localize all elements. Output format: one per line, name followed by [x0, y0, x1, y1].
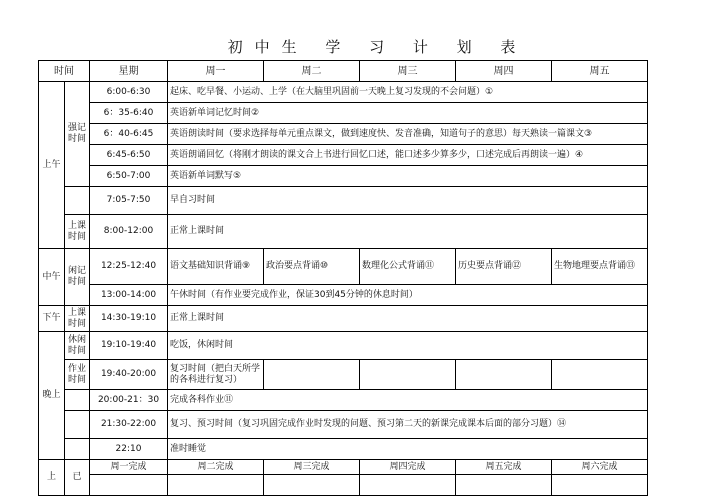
header-thu: 周四: [456, 61, 552, 82]
table-row: [39, 82, 648, 103]
table-row: [39, 285, 648, 306]
done-row: [39, 460, 648, 475]
section-evening: 晚上: [39, 332, 65, 460]
activity-cell: 英语朗诵回忆（将刚才朗读的课文合上书进行回忆口述，能口述多少算多少，口述完成后再朗读一遍）④: [168, 145, 648, 166]
activity-cell: 午休时间（有作业要完成作业，保证30到45分钟的休息时间）: [168, 285, 648, 306]
table-row: [39, 332, 648, 360]
header-weekday: 星期: [90, 61, 168, 82]
header-wed: 周三: [360, 61, 456, 82]
table-row: [39, 390, 648, 411]
table-row: [39, 103, 648, 124]
time-cell: 19:10-19:40: [90, 332, 168, 360]
section-bottom-done: 已: [65, 460, 90, 496]
done-cell: 周一完成: [90, 460, 168, 475]
time-cell: 6:45-6:50: [90, 145, 168, 166]
section-noon: 中午: [39, 249, 65, 306]
activity-cell: 起床、吃早餐、小运动、上学（在大脑里巩固前一天晚上复习发现的不会问题）①: [168, 82, 648, 103]
activity-cell: 英语新单词默写⑤: [168, 166, 648, 187]
time-cell: 6：35-6:40: [90, 103, 168, 124]
done-cell: 周四完成: [360, 460, 456, 475]
section-afternoon: 下午: [39, 306, 65, 332]
table-row: [39, 411, 648, 439]
activity-cell: 语文基础知识背诵⑨: [168, 249, 264, 285]
table-row: [39, 145, 648, 166]
activity-cell: 历史要点背诵⑫: [456, 249, 552, 285]
activity-cell: 生物地理要点背诵⑬: [552, 249, 648, 285]
time-cell: 6:00-6:30: [90, 82, 168, 103]
section-noon-memory: 闲记时间: [65, 249, 90, 306]
activity-cell: 复习时间（把白天所学的各科进行复习）: [168, 360, 264, 390]
done-cell: 周六完成: [552, 460, 648, 475]
section-bottom: 上: [39, 460, 65, 496]
table-row: [39, 360, 648, 390]
done-cell: 周三完成: [264, 460, 360, 475]
header-fri: 周五: [552, 61, 648, 82]
header-time: 时间: [39, 61, 90, 82]
activity-cell: 数理化公式背诵⑪: [360, 249, 456, 285]
activity-cell: 早自习时间: [168, 187, 648, 215]
time-cell: 20:00-21：30: [90, 390, 168, 411]
time-cell: 12:25-12:40: [90, 249, 168, 285]
activity-cell: 复习、预习时间（复习巩固完成作业时发现的问题、预习第二天的新课完成课本后面的部分习题）⑭: [168, 411, 648, 439]
section-morning: 上午: [39, 82, 65, 249]
section-homework: 作业时间: [65, 360, 90, 390]
table-row: [39, 439, 648, 460]
table-row: [39, 475, 648, 496]
time-cell: 14:30-19:10: [90, 306, 168, 332]
time-cell: 19:40-20:00: [90, 360, 168, 390]
done-cell: 周二完成: [168, 460, 264, 475]
table-row: [39, 249, 648, 285]
time-cell: 6:50-7:00: [90, 166, 168, 187]
activity-cell: 政治要点背诵⑩: [264, 249, 360, 285]
header-row: [39, 61, 648, 82]
time-cell: 8:00-12:00: [90, 215, 168, 249]
activity-cell: 完成各科作业⑪: [168, 390, 648, 411]
section-class: 上课时间: [65, 215, 90, 249]
activity-cell: 英语新单词记忆时间②: [168, 103, 648, 124]
header-tue: 周二: [264, 61, 360, 82]
page-title: 初中生 学 习 计 划 表: [227, 38, 528, 56]
time-cell: 22:10: [90, 439, 168, 460]
section-afternoon-class: 上课时间: [65, 306, 90, 332]
table-row: [39, 187, 648, 215]
activity-cell: 英语朗读时间（要求选择每单元重点课文，做到速度快、发音准确，知道句子的意思）每天熟读一篇课文③: [168, 124, 648, 145]
table-row: [39, 306, 648, 332]
table-row: [39, 124, 648, 145]
schedule-table: [38, 60, 648, 496]
table-row: [39, 215, 648, 249]
time-cell: 13:00-14:00: [90, 285, 168, 306]
done-cell: 周五完成: [456, 460, 552, 475]
activity-cell: 正常上课时间: [168, 306, 648, 332]
table-row: [39, 166, 648, 187]
time-cell: 21:30-22:00: [90, 411, 168, 439]
header-mon: 周一: [168, 61, 264, 82]
activity-cell: 准时睡觉: [168, 439, 648, 460]
time-cell: 6：40-6:45: [90, 124, 168, 145]
time-cell: 7:05-7:50: [90, 187, 168, 215]
activity-cell: 吃饭，休闲时间: [168, 332, 648, 360]
section-rest: 休闲时间: [65, 332, 90, 360]
section-memory: 强记时间: [65, 82, 90, 187]
activity-cell: 正常上课时间: [168, 215, 648, 249]
